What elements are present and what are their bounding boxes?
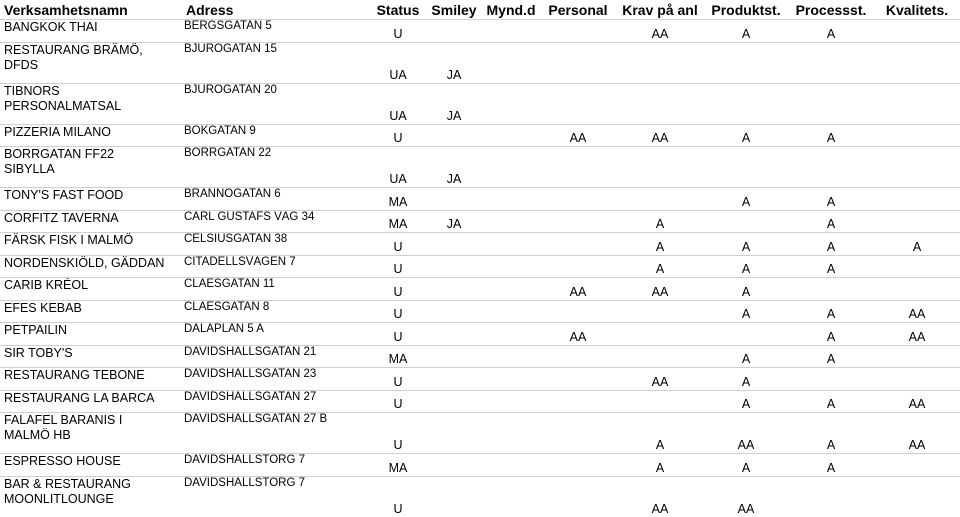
grade-cell-personnel — [540, 255, 616, 278]
address-cell: CELSIUSGATAN 38 — [182, 233, 370, 256]
grade-cell-product: A — [704, 124, 788, 147]
grade-cell-personnel — [540, 390, 616, 413]
address-cell: DAVIDSHALLSTORG 7 — [182, 476, 370, 517]
grade-cell-process: A — [788, 345, 874, 368]
grade-cell-process: A — [788, 210, 874, 233]
business-name-line: BORRGATAN FF22 — [4, 147, 114, 161]
business-name-line: FALAFEL BARANIS I — [4, 413, 123, 427]
address-cell: DAVIDSHALLSGATAN 27 B — [182, 413, 370, 454]
grade-cell-smiley — [426, 323, 482, 346]
grade-cell-product: AA — [704, 413, 788, 454]
table-row — [0, 20, 960, 43]
grade-cell-quality — [874, 368, 960, 391]
grade-cell-quality — [874, 476, 960, 517]
address-cell: CLAESGATAN 8 — [182, 300, 370, 323]
grade-cell-personnel — [540, 83, 616, 124]
grade-cell-smiley — [426, 476, 482, 517]
business-name-cell — [0, 454, 182, 477]
grade-cell-requirements: AA — [616, 20, 704, 43]
business-name-line: MALMÖ HB — [4, 428, 71, 442]
grade-cell-product: A — [704, 278, 788, 301]
business-name-cell — [0, 83, 182, 124]
business-name-line: BAR & RESTAURANG — [4, 476, 131, 491]
grade-cell-product: A — [704, 20, 788, 43]
grade-cell-requirements — [616, 188, 704, 211]
address-cell: BERGSGATAN 5 — [182, 20, 370, 43]
address-cell: CITADELLSVÄGEN 7 — [182, 255, 370, 278]
grade-cell-process: A — [788, 390, 874, 413]
grade-cell-process — [788, 83, 874, 124]
grade-cell-authority — [482, 278, 540, 301]
grade-cell-quality — [874, 42, 960, 83]
grade-cell-status: UA — [370, 147, 426, 188]
grade-cell-status: U — [370, 323, 426, 346]
grade-cell-process: A — [788, 454, 874, 477]
business-name-cell — [0, 233, 182, 256]
grade-cell-status: U — [370, 390, 426, 413]
grade-cell-requirements: AA — [616, 124, 704, 147]
grade-cell-personnel: AA — [540, 124, 616, 147]
grade-cell-status: MA — [370, 188, 426, 211]
grade-cell-personnel — [540, 300, 616, 323]
grade-cell-process: A — [788, 255, 874, 278]
grade-cell-requirements: A — [616, 413, 704, 454]
header-quality: Kvalitets. — [874, 0, 960, 20]
grade-cell-quality — [874, 255, 960, 278]
grade-cell-status: U — [370, 124, 426, 147]
address-cell: BJURÖGATAN 15 — [182, 42, 370, 83]
table-row — [0, 413, 960, 454]
grade-cell-authority — [482, 454, 540, 477]
business-name-cell — [0, 188, 182, 211]
grade-cell-quality — [874, 454, 960, 477]
grade-cell-requirements — [616, 300, 704, 323]
grade-cell-quality — [874, 278, 960, 301]
table-body — [0, 20, 960, 517]
business-name-cell — [0, 255, 182, 278]
grade-cell-personnel — [540, 454, 616, 477]
grade-cell-authority — [482, 124, 540, 147]
grade-cell-smiley — [426, 300, 482, 323]
grade-cell-status: U — [370, 476, 426, 517]
grade-cell-requirements: AA — [616, 278, 704, 301]
table-row — [0, 278, 960, 301]
grade-cell-quality: AA — [874, 300, 960, 323]
grade-cell-personnel — [540, 42, 616, 83]
header-status: Status — [370, 0, 426, 20]
table-row — [0, 476, 960, 517]
business-name-cell — [0, 20, 182, 43]
grade-cell-smiley — [426, 454, 482, 477]
business-name-line: CORFITZ TAVERNA — [4, 210, 119, 225]
business-name-cell — [0, 390, 182, 413]
grade-cell-smiley: JA — [426, 42, 482, 83]
grade-cell-personnel: AA — [540, 323, 616, 346]
header-address: Adress — [182, 0, 370, 20]
grade-cell-authority — [482, 83, 540, 124]
grade-cell-quality — [874, 147, 960, 188]
grade-cell-status: U — [370, 413, 426, 454]
business-name-line: CARIB KRÉOL — [4, 278, 89, 292]
address-cell: CLAESGATAN 11 — [182, 278, 370, 301]
table-row — [0, 147, 960, 188]
grade-cell-product — [704, 42, 788, 83]
address-cell: DAVIDSHALLSGATAN 23 — [182, 368, 370, 391]
header-product: Produktst. — [704, 0, 788, 20]
grade-cell-personnel — [540, 188, 616, 211]
table-row — [0, 300, 960, 323]
grade-cell-authority — [482, 188, 540, 211]
grade-cell-quality: AA — [874, 413, 960, 454]
grade-cell-requirements: A — [616, 233, 704, 256]
grade-cell-process: A — [788, 124, 874, 147]
business-name-line: RESTAURANG LA BARCA — [4, 390, 155, 405]
grade-cell-authority — [482, 233, 540, 256]
grade-cell-smiley — [426, 124, 482, 147]
grade-cell-smiley — [426, 233, 482, 256]
business-name-cell — [0, 368, 182, 391]
grade-cell-process: A — [788, 188, 874, 211]
grade-cell-quality — [874, 83, 960, 124]
grade-cell-authority — [482, 255, 540, 278]
table-row — [0, 233, 960, 256]
business-name-line: FÄRSK FISK I MALMÖ — [4, 233, 134, 247]
business-name-cell — [0, 323, 182, 346]
grade-cell-product: A — [704, 255, 788, 278]
business-name-line: TONY'S FAST FOOD — [4, 188, 124, 202]
table-row — [0, 345, 960, 368]
grade-cell-requirements — [616, 83, 704, 124]
business-name-line: SIR TOBY'S — [4, 345, 73, 360]
business-name-line: PIZZERIA MILANO — [4, 124, 111, 139]
grade-cell-process — [788, 476, 874, 517]
business-name-cell — [0, 147, 182, 188]
grade-cell-status: U — [370, 20, 426, 43]
business-name-line: DFDS — [4, 57, 39, 72]
business-name-cell — [0, 210, 182, 233]
grade-cell-process — [788, 42, 874, 83]
grade-cell-personnel — [540, 147, 616, 188]
grade-cell-smiley — [426, 278, 482, 301]
grade-cell-process: A — [788, 323, 874, 346]
grade-cell-product: A — [704, 454, 788, 477]
address-cell: BJURÖGATAN 20 — [182, 83, 370, 124]
address-cell: CARL GUSTAFS VÄG 34 — [182, 210, 370, 233]
grade-cell-status: MA — [370, 210, 426, 233]
grade-cell-smiley — [426, 20, 482, 43]
grade-cell-quality: AA — [874, 390, 960, 413]
grade-cell-status: MA — [370, 454, 426, 477]
header-process: Processst. — [788, 0, 874, 20]
grade-cell-quality — [874, 20, 960, 43]
business-name-line: MOONLITLOUNGE — [4, 491, 114, 506]
grade-cell-process: A — [788, 20, 874, 43]
business-name-line: NORDENSKIÖLD, GÄDDAN — [4, 255, 165, 270]
business-name-cell — [0, 413, 182, 454]
grade-cell-smiley — [426, 368, 482, 391]
grade-cell-quality — [874, 345, 960, 368]
grade-cell-requirements — [616, 323, 704, 346]
grade-cell-quality — [874, 124, 960, 147]
grade-cell-requirements — [616, 147, 704, 188]
business-name-line: BANGKOK THAI — [4, 20, 98, 34]
header-authority: Mynd.d — [482, 0, 540, 20]
table-row — [0, 255, 960, 278]
grade-cell-product: A — [704, 188, 788, 211]
grade-cell-status: U — [370, 233, 426, 256]
business-name-line: PETPAILIN — [4, 323, 67, 337]
address-cell: BRÄNNÖGATAN 6 — [182, 188, 370, 211]
table-row — [0, 210, 960, 233]
grade-cell-product: A — [704, 300, 788, 323]
table-row — [0, 323, 960, 346]
grade-cell-personnel — [540, 413, 616, 454]
grade-cell-authority — [482, 413, 540, 454]
business-name-line: PERSONALMATSAL — [4, 98, 122, 113]
table-row — [0, 188, 960, 211]
address-cell: BORRGATAN 22 — [182, 147, 370, 188]
grade-cell-personnel — [540, 210, 616, 233]
table-row — [0, 124, 960, 147]
header-requirements: Krav på anl — [616, 0, 704, 20]
grade-cell-personnel: AA — [540, 278, 616, 301]
grade-cell-smiley — [426, 255, 482, 278]
table-row — [0, 368, 960, 391]
business-name-line: EFES KEBAB — [4, 300, 82, 315]
grade-cell-personnel — [540, 20, 616, 43]
grade-cell-process — [788, 368, 874, 391]
grade-cell-status: U — [370, 300, 426, 323]
grade-cell-personnel — [540, 368, 616, 391]
grade-cell-requirements — [616, 345, 704, 368]
grade-cell-product — [704, 210, 788, 233]
address-cell: DAVIDSHALLSGATAN 27 — [182, 390, 370, 413]
business-name-cell — [0, 124, 182, 147]
grade-cell-product: A — [704, 368, 788, 391]
grade-cell-process: A — [788, 233, 874, 256]
table-row — [0, 42, 960, 83]
address-cell: DAVIDSHALLSGATAN 21 — [182, 345, 370, 368]
grade-cell-product: A — [704, 233, 788, 256]
grade-cell-smiley: JA — [426, 210, 482, 233]
business-name-cell — [0, 300, 182, 323]
business-name-cell — [0, 345, 182, 368]
grade-cell-status: MA — [370, 345, 426, 368]
header-name: Verksamhetsnamn — [0, 0, 182, 20]
grade-cell-authority — [482, 300, 540, 323]
grade-cell-status: UA — [370, 83, 426, 124]
grade-cell-requirements: AA — [616, 476, 704, 517]
grade-cell-personnel — [540, 233, 616, 256]
grade-cell-personnel — [540, 345, 616, 368]
grade-cell-requirements: A — [616, 255, 704, 278]
grade-cell-authority — [482, 20, 540, 43]
grade-cell-smiley — [426, 390, 482, 413]
grade-cell-process: A — [788, 300, 874, 323]
header-personnel: Personal — [540, 0, 616, 20]
grade-cell-smiley — [426, 188, 482, 211]
grade-cell-quality: AA — [874, 323, 960, 346]
table-row — [0, 83, 960, 124]
grade-cell-product — [704, 83, 788, 124]
business-name-cell — [0, 476, 182, 517]
grade-cell-quality — [874, 188, 960, 211]
grade-cell-authority — [482, 147, 540, 188]
grade-cell-status: U — [370, 278, 426, 301]
grade-cell-requirements: A — [616, 210, 704, 233]
grade-cell-smiley — [426, 345, 482, 368]
address-cell: BOKGATAN 9 — [182, 124, 370, 147]
grade-cell-authority — [482, 368, 540, 391]
grade-cell-authority — [482, 476, 540, 517]
business-name-line: TIBNORS — [4, 83, 60, 98]
business-name-cell — [0, 42, 182, 83]
business-name-line: RESTAURANG TEBONE — [4, 368, 145, 382]
business-name-cell — [0, 278, 182, 301]
grade-cell-product — [704, 323, 788, 346]
table-row — [0, 390, 960, 413]
grade-cell-authority — [482, 210, 540, 233]
grade-cell-personnel — [540, 476, 616, 517]
business-name-line: SIBYLLA — [4, 162, 55, 176]
grade-cell-smiley: JA — [426, 147, 482, 188]
grade-cell-authority — [482, 323, 540, 346]
address-cell: DALAPLAN 5 A — [182, 323, 370, 346]
grade-cell-process — [788, 278, 874, 301]
grade-cell-product: A — [704, 390, 788, 413]
table-row — [0, 454, 960, 477]
grade-cell-process — [788, 147, 874, 188]
grade-cell-status: U — [370, 368, 426, 391]
grade-cell-requirements: AA — [616, 368, 704, 391]
address-cell: DAVIDSHALLSTORG 7 — [182, 454, 370, 477]
grade-cell-smiley: JA — [426, 83, 482, 124]
grade-cell-process: A — [788, 413, 874, 454]
grade-cell-product — [704, 147, 788, 188]
grade-cell-status: U — [370, 255, 426, 278]
grade-cell-requirements: A — [616, 454, 704, 477]
grade-cell-requirements — [616, 390, 704, 413]
grade-cell-requirements — [616, 42, 704, 83]
business-name-line: RESTAURANG BRÄMÖ, — [4, 42, 143, 57]
grade-cell-product: AA — [704, 476, 788, 517]
grade-cell-quality: A — [874, 233, 960, 256]
grade-cell-status: UA — [370, 42, 426, 83]
grade-cell-authority — [482, 42, 540, 83]
grade-cell-smiley — [426, 413, 482, 454]
grade-cell-quality — [874, 210, 960, 233]
grade-cell-product: A — [704, 345, 788, 368]
business-name-line: ESPRESSO HOUSE — [4, 454, 121, 468]
header-smiley: Smiley — [426, 0, 482, 20]
grade-cell-authority — [482, 345, 540, 368]
grade-cell-authority — [482, 390, 540, 413]
table-header-row — [0, 0, 960, 20]
